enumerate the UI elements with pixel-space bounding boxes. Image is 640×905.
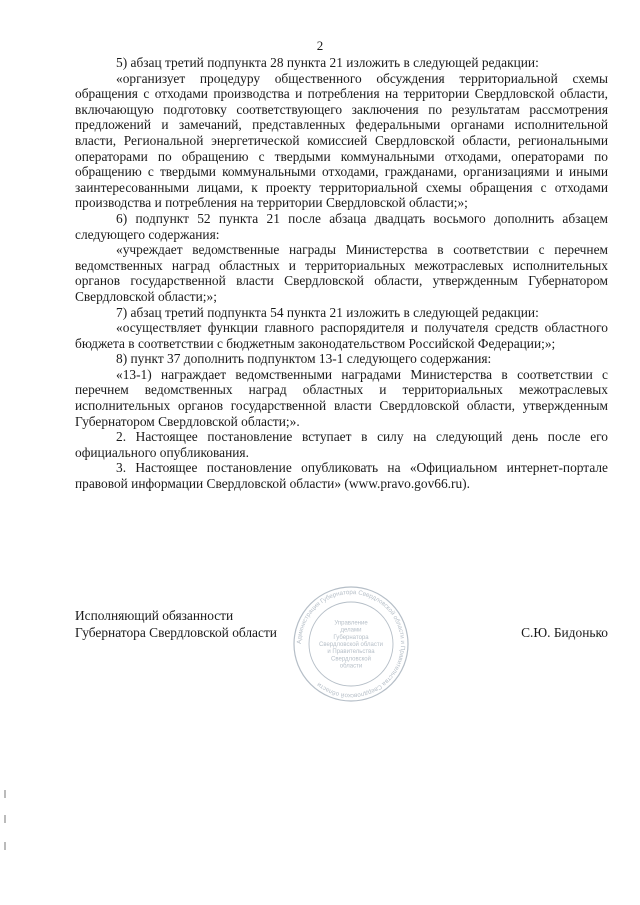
signatory-name: С.Ю. Бидонько: [521, 625, 608, 640]
paragraph-quote-54: «осуществляет функции главного распорядителя и получателя средств областного бюджета в соответствии с бюджетным законодательством Российской Федерации;»;: [75, 320, 608, 351]
stamp-ring-text: Администрация Губернатора Свердловской области и Правительства Свердловской области: [295, 588, 407, 700]
paragraph-quote-52: «учреждает ведомственные награды Министерства в соответствии с перечнем ведомственных наград областных и территориальных межотраслевых исполнительных органов государственной власти Свердловской области, утвержденным Губернатором Свердловской области;»;: [75, 242, 608, 304]
paragraph-item-8: 8) пункт 37 дополнить подпунктом 13-1 следующего содержания:: [116, 351, 492, 367]
stamp-center-line: делами: [340, 627, 362, 634]
stamp-center-line: Управление: [334, 620, 368, 627]
stamp-center-line: Губернатора: [333, 634, 369, 641]
paragraph-item-6: 6) подпункт 52 пункта 21 после абзаца двадцать восьмого дополнить абзацем следующего содержания:: [75, 210, 608, 242]
page-number: 2: [316, 38, 324, 53]
paragraph-clause-3: 3. Настоящее постановление опубликовать на «Официальном интернет-портале правовой информации Свердловской области» (www.pravo.gov66.ru).: [75, 460, 608, 492]
document-body: [75, 55, 608, 492]
scan-margin-mark: [4, 842, 6, 850]
signatory-position-line-2: Губернатора Свердловской области: [75, 624, 277, 640]
stamp-center-line: и Правительства: [327, 649, 375, 656]
stamp-center-text: [319, 620, 383, 669]
paragraph-quote-28: «организует процедуру общественного обсуждения территориальной схемы обращения с отходами производства и потребления на территории Свердловской области, включающую подготовку соответствующего заключения по результатам рассмотрения предложений и замечаний, представленных федеральными органами исполнительной власти, Региональной энергетической комиссией Свердловской области, региональными операторами по обращению с твердыми коммунальными отходами, операторами по обращению с твердыми коммунальными отходами, гражданами, организациями и иными заинтересованными лицами, к проекту территориальной схемы обращения с отходами производства и потребления на территории Свердловской области;»;: [75, 70, 608, 211]
scan-margin-mark: [4, 815, 6, 823]
stamp-center-line: Свердловской области: [318, 642, 384, 648]
stamp-center-line: Свердловской: [331, 656, 371, 663]
paragraph-clause-2: 2. Настоящее постановление вступает в силу на следующий день после его официального опубликования.: [75, 429, 608, 460]
paragraph-item-5: 5) абзац третий подпункта 28 пункта 21 изложить в следующей редакции:: [116, 55, 539, 70]
stamp-center-line: области: [339, 663, 363, 670]
official-seal-stamp: [292, 585, 410, 703]
paragraph-item-7: 7) абзац третий подпункта 54 пункта 21 изложить в следующей редакции:: [116, 304, 539, 320]
paragraph-quote-13-1: «13-1) награждает ведомственными наградами Министерства в соответствии с перечнем ведомственных наград областных и территориальных межотраслевых исполнительных органов государственной власти Свердловской области, утвержденным Губернатором Свердловской области;».: [75, 366, 608, 429]
signatory-position-line-1: Исполняющий обязанности: [75, 608, 234, 623]
scan-margin-mark: [4, 790, 6, 798]
